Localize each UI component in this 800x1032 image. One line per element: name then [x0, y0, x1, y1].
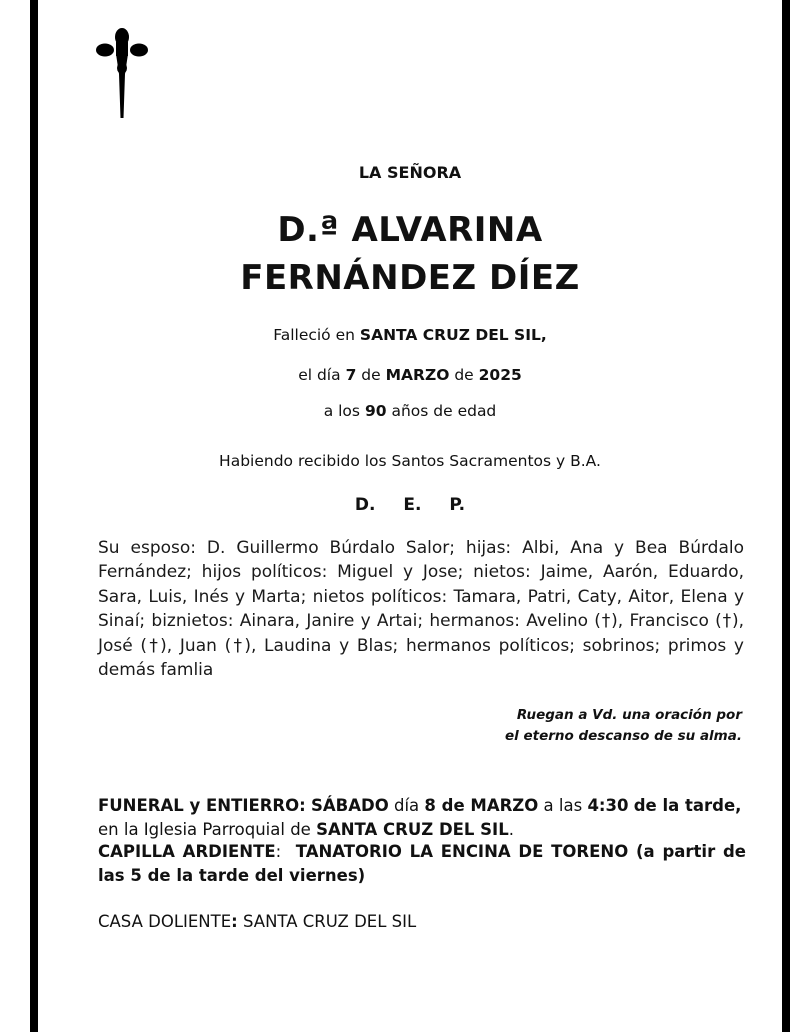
- casa-text: SANTA CRUZ DEL SIL: [243, 912, 417, 931]
- sacraments-line: Habiendo recibido los Santos Sacramentos y B.A.: [219, 452, 601, 470]
- death-day: 7: [345, 366, 357, 384]
- family-paragraph: Su esposo: D. Guillermo Búrdalo Salor; hijas: Albi, Ana y Bea Búrdalo Fernández; hijos políticos: Miguel y Jose; nietos: Jaime, Aarón, Eduardo, Sara, Luis, Inés y Marta; nietos políticos: Tamara, Patri, Caty, Aitor, Elena y Sinaí; biznietos: Ainara, Janire y Artai; hermanos: Avelino (†), Francisco (†), José (†), Juan (†), Laudina y Blas; hermanos políticos; sobrinos; primos y demás famlia: [98, 538, 744, 681]
- right-border-bar: [782, 0, 790, 1032]
- dia-label: el día: [298, 366, 341, 384]
- name-line-1: D.ª ALVARINA: [277, 210, 543, 250]
- death-year: 2025: [478, 366, 522, 384]
- death-place: SANTA CRUZ DEL SIL,: [359, 326, 547, 344]
- deceased-name: [38, 206, 782, 302]
- capilla-text: TANATORIO LA ENCINA DE TORENO (a partir de las 5 de la tarde del viernes): [98, 842, 746, 885]
- age-prefix: a los: [323, 402, 360, 420]
- cross-icon: [96, 26, 148, 122]
- death-date-line: [38, 366, 782, 384]
- de-label-2: de: [454, 366, 474, 384]
- casa-info: [98, 910, 746, 934]
- name-line-2: FERNÁNDEZ DÍEZ: [240, 258, 580, 298]
- funeral-time-suffix: de la tarde,: [633, 796, 742, 815]
- funeral-a-las: a las: [543, 796, 583, 815]
- casa-label: CASA DOLIENTE: [98, 912, 232, 931]
- funeral-time: 4:30: [587, 796, 629, 815]
- capilla-info: [98, 840, 746, 888]
- de-label-1: de: [361, 366, 381, 384]
- left-border-bar: [30, 0, 38, 1032]
- funeral-date: 8 de MARZO: [424, 796, 539, 815]
- prayer-line-2: el eterno descanso de su alma.: [505, 728, 742, 744]
- death-place-line: [38, 326, 782, 344]
- funeral-label: FUNERAL y ENTIERRO:: [98, 796, 306, 815]
- church-prefix: en la Iglesia Parroquial de: [98, 820, 311, 839]
- church-end: .: [508, 820, 514, 839]
- capilla-colon: :: [275, 842, 282, 861]
- funeral-weekday: SÁBADO: [311, 796, 389, 815]
- prayer-request: [420, 705, 742, 747]
- funeral-dia: día: [394, 796, 420, 815]
- age-value: 90: [364, 402, 387, 420]
- fallecio-label: Falleció en: [273, 326, 355, 344]
- casa-colon: :: [231, 912, 238, 931]
- funeral-info: [98, 794, 746, 842]
- capilla-label: CAPILLA ARDIENTE: [98, 842, 276, 861]
- age-line: [38, 402, 782, 420]
- death-month: MARZO: [385, 366, 450, 384]
- title-prefix: LA SEÑORA: [358, 163, 462, 182]
- age-suffix: años de edad: [391, 402, 497, 420]
- dep-heading: D. E. P.: [354, 495, 466, 515]
- prayer-line-1: Ruegan a Vd. una oración por: [516, 707, 742, 723]
- church-place: SANTA CRUZ DEL SIL: [316, 820, 509, 839]
